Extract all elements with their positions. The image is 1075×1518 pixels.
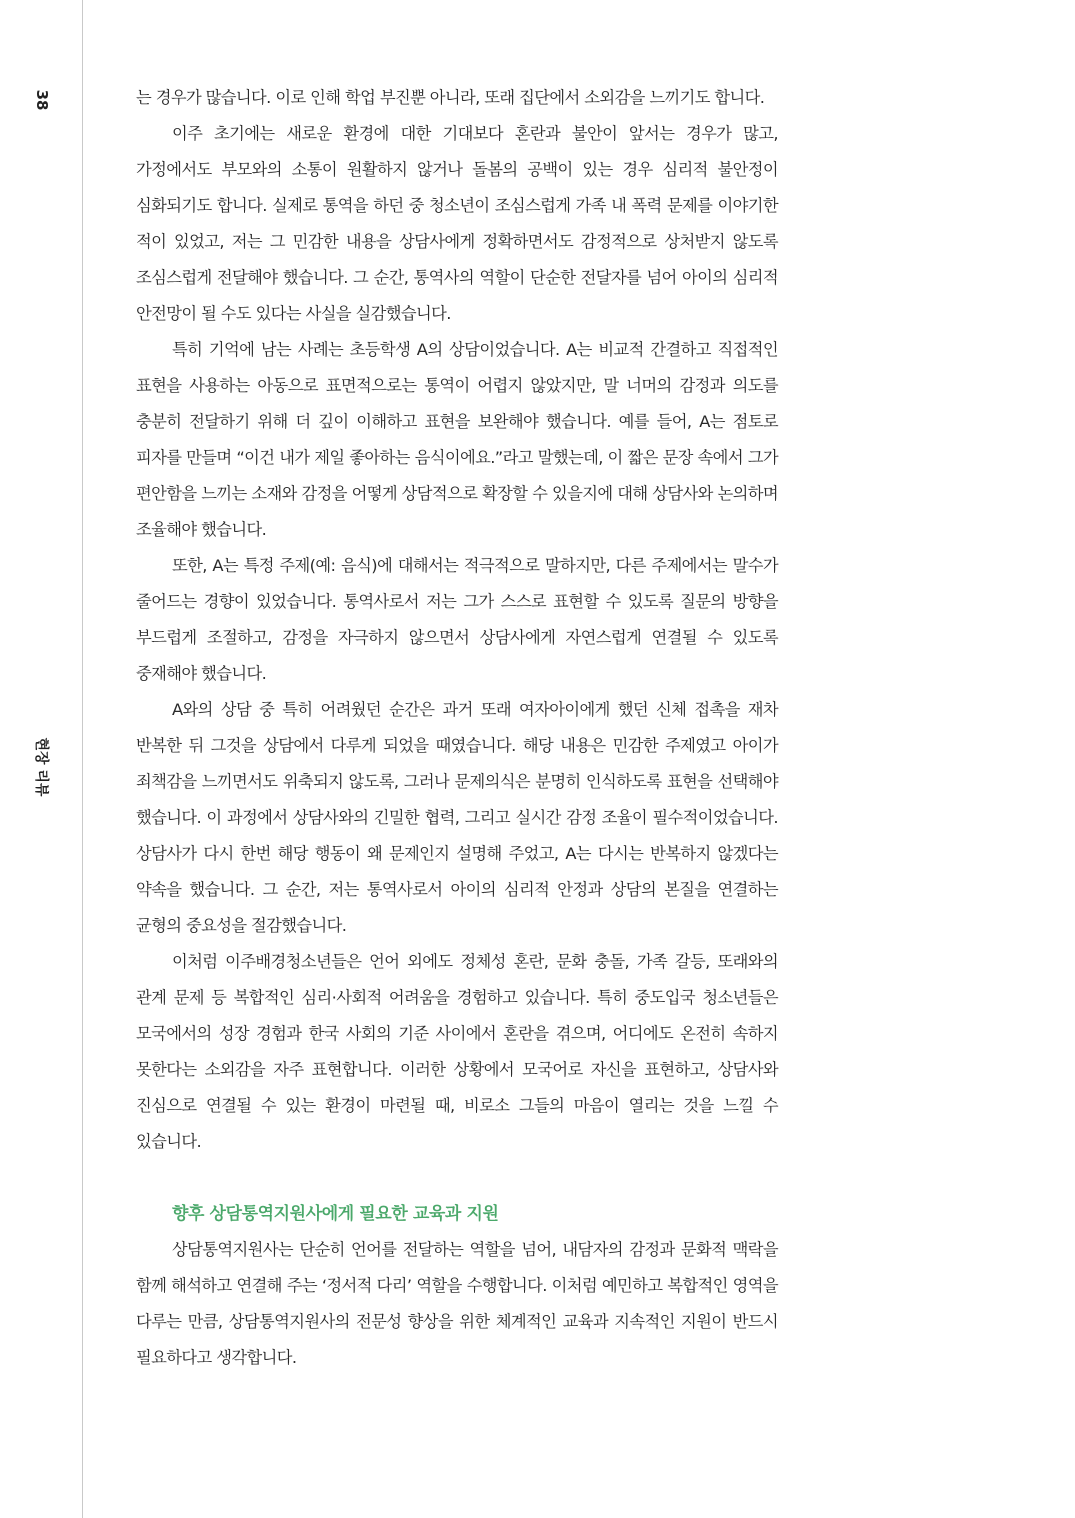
paragraph-4: 또한, A는 특정 주제(예: 음식)에 대해서는 적극적으로 말하지만, 다른 주제에서는 말수가 줄어드는 경향이 있었습니다. 통역사로서 저는 그가 스스로 표현할 수 있도록 질문의 방향을 부드럽게 조절하고, 감정을 자극하지 않으면서 상담사에게 자연스럽게 연결될 수 있도록 중재해야 했습니다. (136, 556, 778, 683)
page-number: 38 (33, 89, 51, 111)
section-label-text: 현장 리뷰 (33, 737, 49, 797)
section-paragraph-1: 상담통역지원사는 단순히 언어를 전달하는 역할을 넘어, 내담자의 감정과 문화적 맥락을 함께 해석하고 연결해 주는 ‘정서적 다리’ 역할을 수행합니다. 이처럼 예민하고 복합적인 영역을 다루는 만큼, 상담통역지원사의 전문성 향상을 위한 체계적인 교육과 지속적인 지원이 반드시 필요하다고 생각합니다. (136, 1240, 778, 1367)
paragraph-2: 이주 초기에는 새로운 환경에 대한 기대보다 혼란과 불안이 앞서는 경우가 많고, 가정에서도 부모와의 소통이 원활하지 않거나 돌봄의 공백이 있는 경우 심리적 불안정이 심화되기도 합니다. 실제로 통역을 하던 중 청소년이 조심스럽게 가족 내 폭력 문제를 이야기한 적이 있었고, 저는 그 민감한 내용을 상담사에게 정확하면서도 감정적으로 상처받지 않도록 조심스럽게 전달해야 했습니다. 그 순간, 통역사의 역할이 단순한 전달자를 넘어 아이의 심리적 안전망이 될 수도 있다는 사실을 실감했습니다. (136, 124, 778, 323)
paragraph-1: 는 경우가 많습니다. 이로 인해 학업 부진뿐 아니라, 또래 집단에서 소외감을 느끼기도 합니다. (136, 88, 765, 107)
section-heading: 향후 상담통역지원사에게 필요한 교육과 지원 (172, 1204, 499, 1224)
margin-rule (82, 0, 83, 1518)
paragraph-5: A와의 상담 중 특히 어려웠던 순간은 과거 또래 여자아이에게 했던 신체 접촉을 재차 반복한 뒤 그것을 상담에서 다루게 되었을 때였습니다. 해당 내용은 민감한 주제였고 아이가 죄책감을 느끼면서도 위축되지 않도록, 그러나 문제의식은 분명히 인식하도록 표현을 선택해야 했습니다. 이 과정에서 상담사와의 긴밀한 협력, 그리고 실시간 감정 조율이 필수적이었습니다. 상담사가 다시 한번 해당 행동이 왜 문제인지 설명해 주었고, A는 다시는 반복하지 않겠다는 약속을 했습니다. 그 순간, 저는 통역사로서 아이의 심리적 안정과 상담의 본질을 연결하는 균형의 중요성을 절감했습니다. (136, 700, 778, 935)
paragraph-6: 이처럼 이주배경청소년들은 언어 외에도 정체성 혼란, 문화 충돌, 가족 갈등, 또래와의 관계 문제 등 복합적인 심리·사회적 어려움을 경험하고 있습니다. 특히 중도입국 청소년들은 모국에서의 성장 경험과 한국 사회의 기준 사이에서 혼란을 겪으며, 어디에도 온전히 속하지 못한다는 소외감을 자주 표현합니다. 이러한 상황에서 모국어로 자신을 표현하고, 상담사와 진심으로 연결될 수 있는 환경이 마련될 때, 비로소 그들의 마음이 열리는 것을 느낄 수 있습니다. (136, 952, 778, 1151)
paragraph-3: 특히 기억에 남는 사례는 초등학생 A의 상담이었습니다. A는 비교적 간결하고 직접적인 표현을 사용하는 아동으로 표면적으로는 통역이 어렵지 않았지만, 말 너머의 감정과 의도를 충분히 전달하기 위해 더 깊이 이해하고 표현을 보완해야 했습니다. 예를 들어, A는 점토로 피자를 만들며 “이건 내가 제일 좋아하는 음식이에요.”라고 말했는데, 이 짧은 문장 속에서 그가 편안함을 느끼는 소재와 감정을 어떻게 상담적으로 확장할 수 있을지에 대해 상담사와 논의하며 조율해야 했습니다. (136, 340, 778, 539)
article-body (136, 80, 778, 1376)
